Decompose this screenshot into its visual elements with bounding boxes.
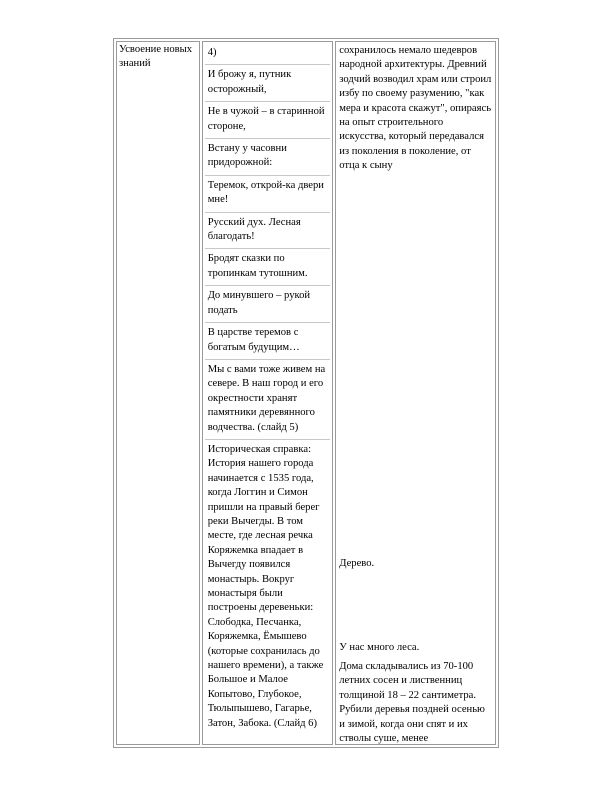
- poem-line: Русский дух. Лесная благодать!: [205, 213, 331, 250]
- text-block: Дерево.: [339, 558, 375, 569]
- table-row: [116, 41, 496, 745]
- poem-line: В царстве теремов с богатым будущим…: [205, 323, 331, 360]
- historical-note: Историческая справка: История нашего города начинается с 1535 года, когда Логгин и Симон пришли на правый берег реки Вычегды. В том месте, где лесная речка Коряжемка впадает в Вычегду появился монастырь. Вокруг монастыря были построены деревеньки: Слободка, Песчанка, Коряжемка, Ёмышево (которые сохранилась до нашего времени), а также Большое и Малое Копытово, Глубокое, Тюлыпышево, Гагарье, Затон, Забока. (Слайд 6): [207, 443, 324, 729]
- poem-line: Теремок, открой-ка двери мне!: [205, 176, 331, 213]
- stage-label: Усвоение новых знаний: [119, 44, 193, 70]
- lesson-table: [113, 38, 499, 748]
- stage-cell: [116, 41, 200, 745]
- paragraph: 4): [205, 43, 331, 65]
- poem-line: Бродят сказки по тропинкам тутошним.: [205, 249, 331, 286]
- text-block: сохранилось немало шедевров народной архитектуры. Древний зодчий возводил храм или строил избу по своему разумению, "как мера и красота скажут", опираясь на опыт строительного искусства, который передавался из поколения в поколение, от отца к сыну: [339, 45, 492, 172]
- poem-line: Не в чужой – в старинной стороне,: [205, 102, 331, 139]
- poem-line: Встану у часовни придорожной:: [205, 139, 331, 176]
- paragraph: Мы с вами тоже живем на севере. В наш город и его окрестности хранят памятники деревянного водчества. (слайд 5): [205, 360, 331, 440]
- poem-line: До минувшего – рукой подать: [205, 286, 331, 323]
- student-activity-cell: [335, 41, 496, 745]
- text-block: Дома складывались из 70-100 летних сосен и лиственниц толщиной 18 – 22 сантиметра. Рубили деревья поздней осенью и зимой, когда они спят и их стволы суше, менее: [339, 661, 485, 745]
- poem-line: И брожу я, путник осторожный,: [205, 65, 331, 102]
- text-block: У нас много леса.: [339, 642, 420, 653]
- teacher-activity-cell: [202, 41, 334, 745]
